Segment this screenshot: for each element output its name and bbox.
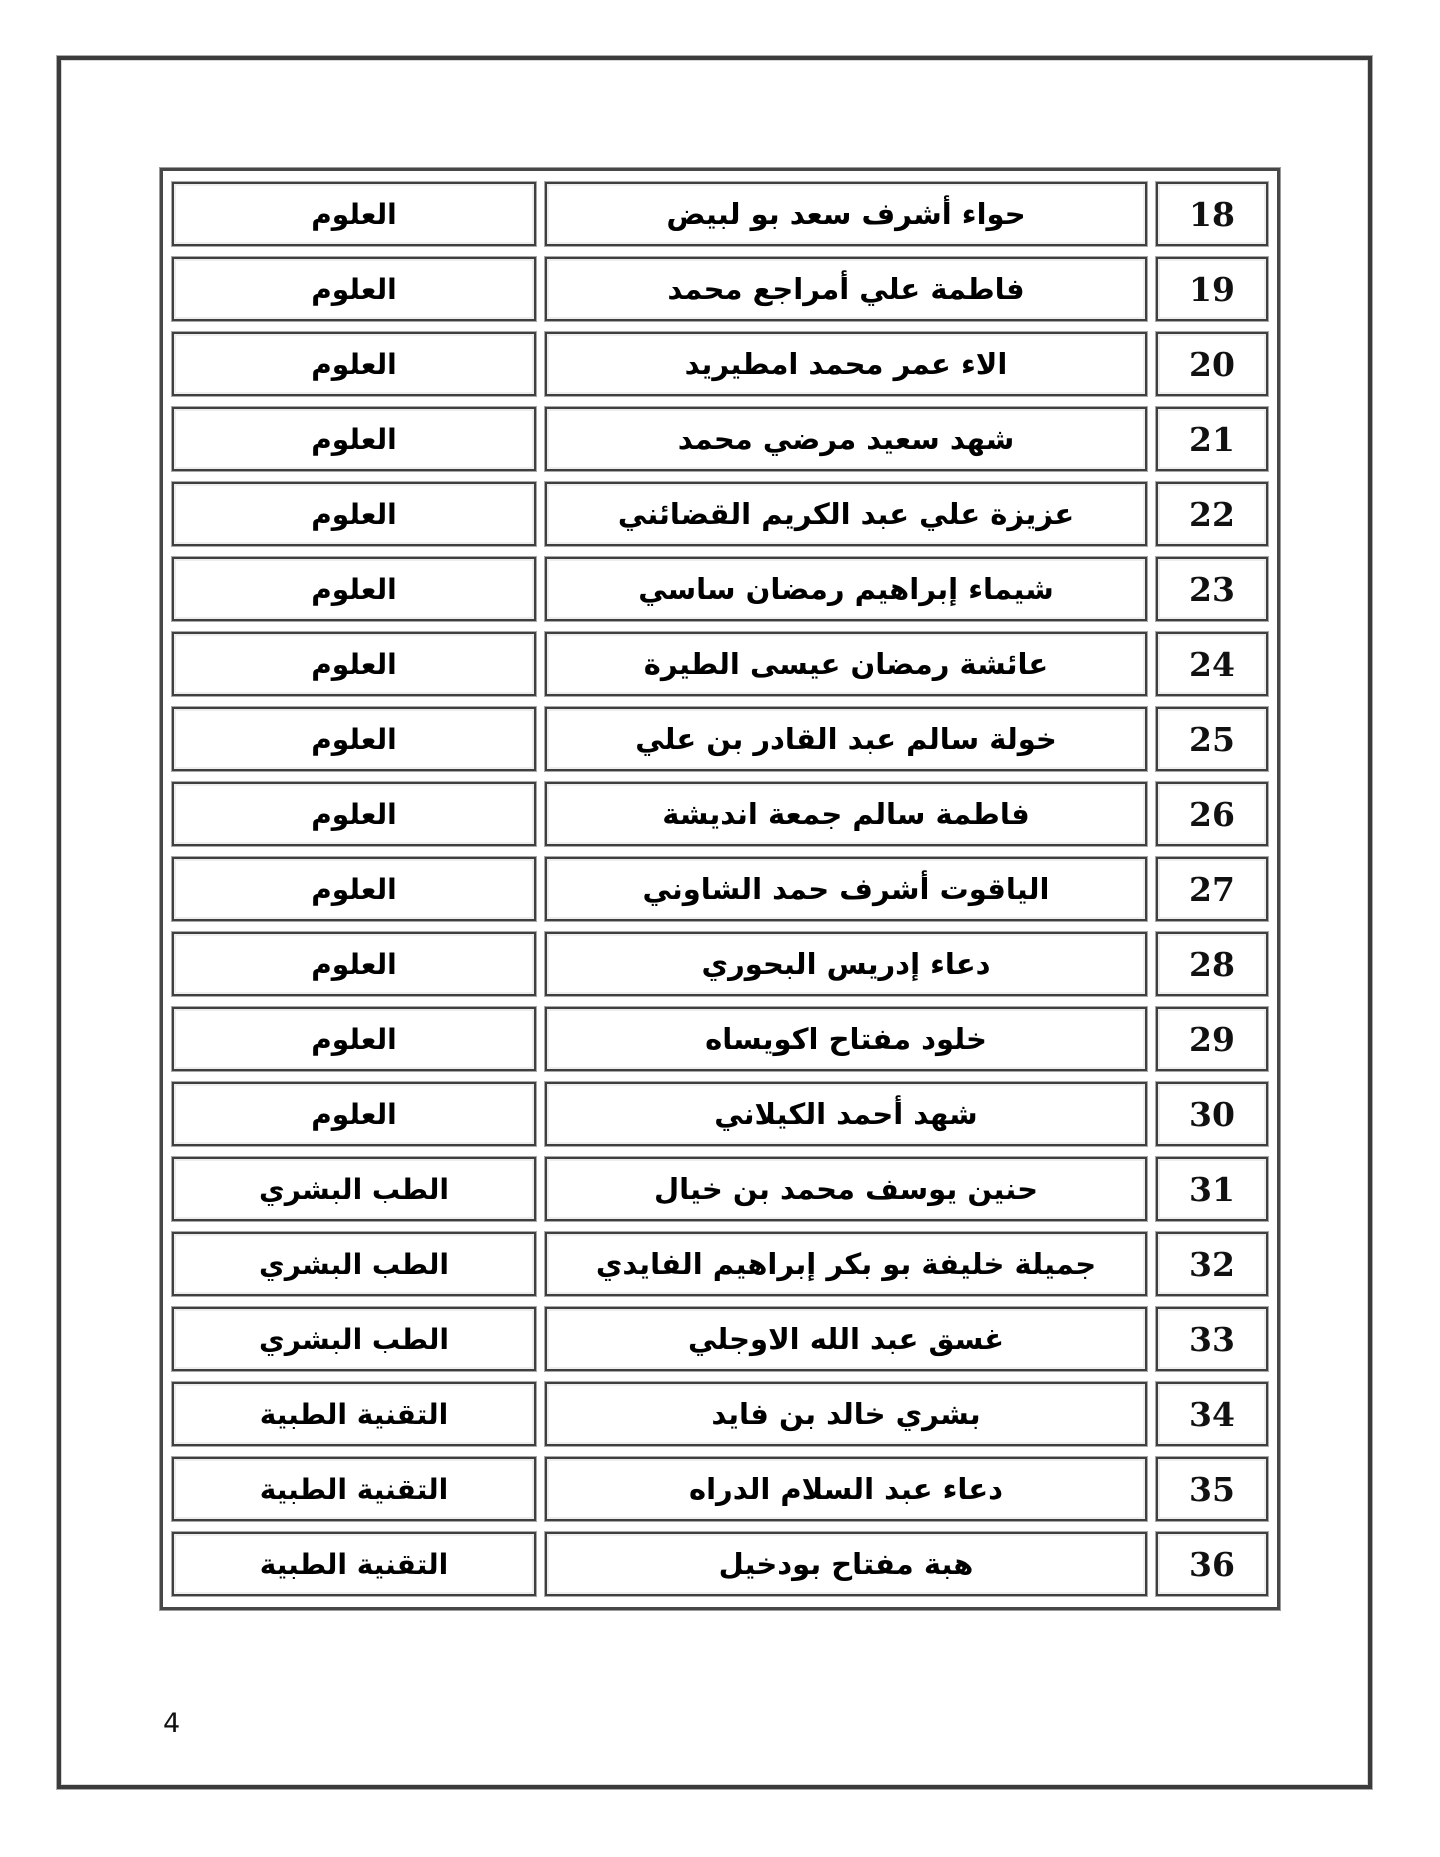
faculty-cell: الطب البشري	[172, 1157, 536, 1221]
table-row	[172, 1157, 1268, 1221]
row-number-cell: 31	[1156, 1157, 1268, 1221]
table-row	[172, 482, 1268, 546]
table-row	[172, 1082, 1268, 1146]
faculty-cell: العلوم	[172, 332, 536, 396]
row-number-cell: 20	[1156, 332, 1268, 396]
faculty-cell: العلوم	[172, 632, 536, 696]
student-name-cell: حواء أشرف سعد بو لبيض	[545, 182, 1147, 246]
faculty-cell: العلوم	[172, 257, 536, 321]
table-row	[172, 1382, 1268, 1446]
row-number-cell: 34	[1156, 1382, 1268, 1446]
row-number-cell: 21	[1156, 407, 1268, 471]
faculty-cell: العلوم	[172, 1007, 536, 1071]
table-row	[172, 557, 1268, 621]
row-number-cell: 24	[1156, 632, 1268, 696]
row-number-cell: 30	[1156, 1082, 1268, 1146]
table-row	[172, 182, 1268, 246]
row-number-cell: 27	[1156, 857, 1268, 921]
faculty-cell: العلوم	[172, 1082, 536, 1146]
faculty-cell: العلوم	[172, 932, 536, 996]
faculty-cell: العلوم	[172, 707, 536, 771]
student-name-cell: غسق عبد الله الاوجلي	[545, 1307, 1147, 1371]
student-name-cell: فاطمة سالم جمعة انديشة	[545, 782, 1147, 846]
table-row	[172, 1232, 1268, 1296]
faculty-cell: العلوم	[172, 557, 536, 621]
table-row	[172, 1532, 1268, 1596]
student-name-cell: هبة مفتاح بودخيل	[545, 1532, 1147, 1596]
student-name-cell: شهد أحمد الكيلاني	[545, 1082, 1147, 1146]
row-number-cell: 32	[1156, 1232, 1268, 1296]
table-row	[172, 332, 1268, 396]
row-number-cell: 23	[1156, 557, 1268, 621]
student-name-cell: دعاء إدريس البحوري	[545, 932, 1147, 996]
student-name-cell: حنين يوسف محمد بن خيال	[545, 1157, 1147, 1221]
row-number-cell: 28	[1156, 932, 1268, 996]
student-name-cell: الياقوت أشرف حمد الشاوني	[545, 857, 1147, 921]
faculty-cell: العلوم	[172, 182, 536, 246]
faculty-cell: الطب البشري	[172, 1232, 536, 1296]
table-row	[172, 257, 1268, 321]
table-row	[172, 1007, 1268, 1071]
faculty-cell: الطب البشري	[172, 1307, 536, 1371]
students-list-table	[160, 168, 1280, 1610]
row-number-cell: 26	[1156, 782, 1268, 846]
table-row	[172, 782, 1268, 846]
row-number-cell: 36	[1156, 1532, 1268, 1596]
table-row	[172, 857, 1268, 921]
row-number-cell: 25	[1156, 707, 1268, 771]
faculty-cell: العلوم	[172, 482, 536, 546]
student-name-cell: دعاء عبد السلام الدراه	[545, 1457, 1147, 1521]
student-name-cell: عزيزة علي عبد الكريم القضائني	[545, 482, 1147, 546]
row-number-cell: 19	[1156, 257, 1268, 321]
faculty-cell: التقنية الطبية	[172, 1532, 536, 1596]
student-name-cell: جميلة خليفة بو بكر إبراهيم الفايدي	[545, 1232, 1147, 1296]
row-number-cell: 18	[1156, 182, 1268, 246]
student-name-cell: فاطمة علي أمراجع محمد	[545, 257, 1147, 321]
student-name-cell: عائشة رمضان عيسى الطيرة	[545, 632, 1147, 696]
row-number-cell: 29	[1156, 1007, 1268, 1071]
table-row	[172, 932, 1268, 996]
student-name-cell: خلود مفتاح اكويساه	[545, 1007, 1147, 1071]
page-number: 4	[163, 1708, 181, 1739]
row-number-cell: 22	[1156, 482, 1268, 546]
faculty-cell: التقنية الطبية	[172, 1382, 536, 1446]
faculty-cell: العلوم	[172, 782, 536, 846]
table-row	[172, 1457, 1268, 1521]
table-row	[172, 407, 1268, 471]
table-row	[172, 707, 1268, 771]
faculty-cell: التقنية الطبية	[172, 1457, 536, 1521]
student-name-cell: شيماء إبراهيم رمضان ساسي	[545, 557, 1147, 621]
row-number-cell: 33	[1156, 1307, 1268, 1371]
faculty-cell: العلوم	[172, 857, 536, 921]
student-name-cell: الاء عمر محمد امطيريد	[545, 332, 1147, 396]
row-number-cell: 35	[1156, 1457, 1268, 1521]
faculty-cell: العلوم	[172, 407, 536, 471]
table-row	[172, 632, 1268, 696]
student-name-cell: شهد سعيد مرضي محمد	[545, 407, 1147, 471]
student-name-cell: خولة سالم عبد القادر بن علي	[545, 707, 1147, 771]
student-name-cell: بشري خالد بن فايد	[545, 1382, 1147, 1446]
table-row	[172, 1307, 1268, 1371]
